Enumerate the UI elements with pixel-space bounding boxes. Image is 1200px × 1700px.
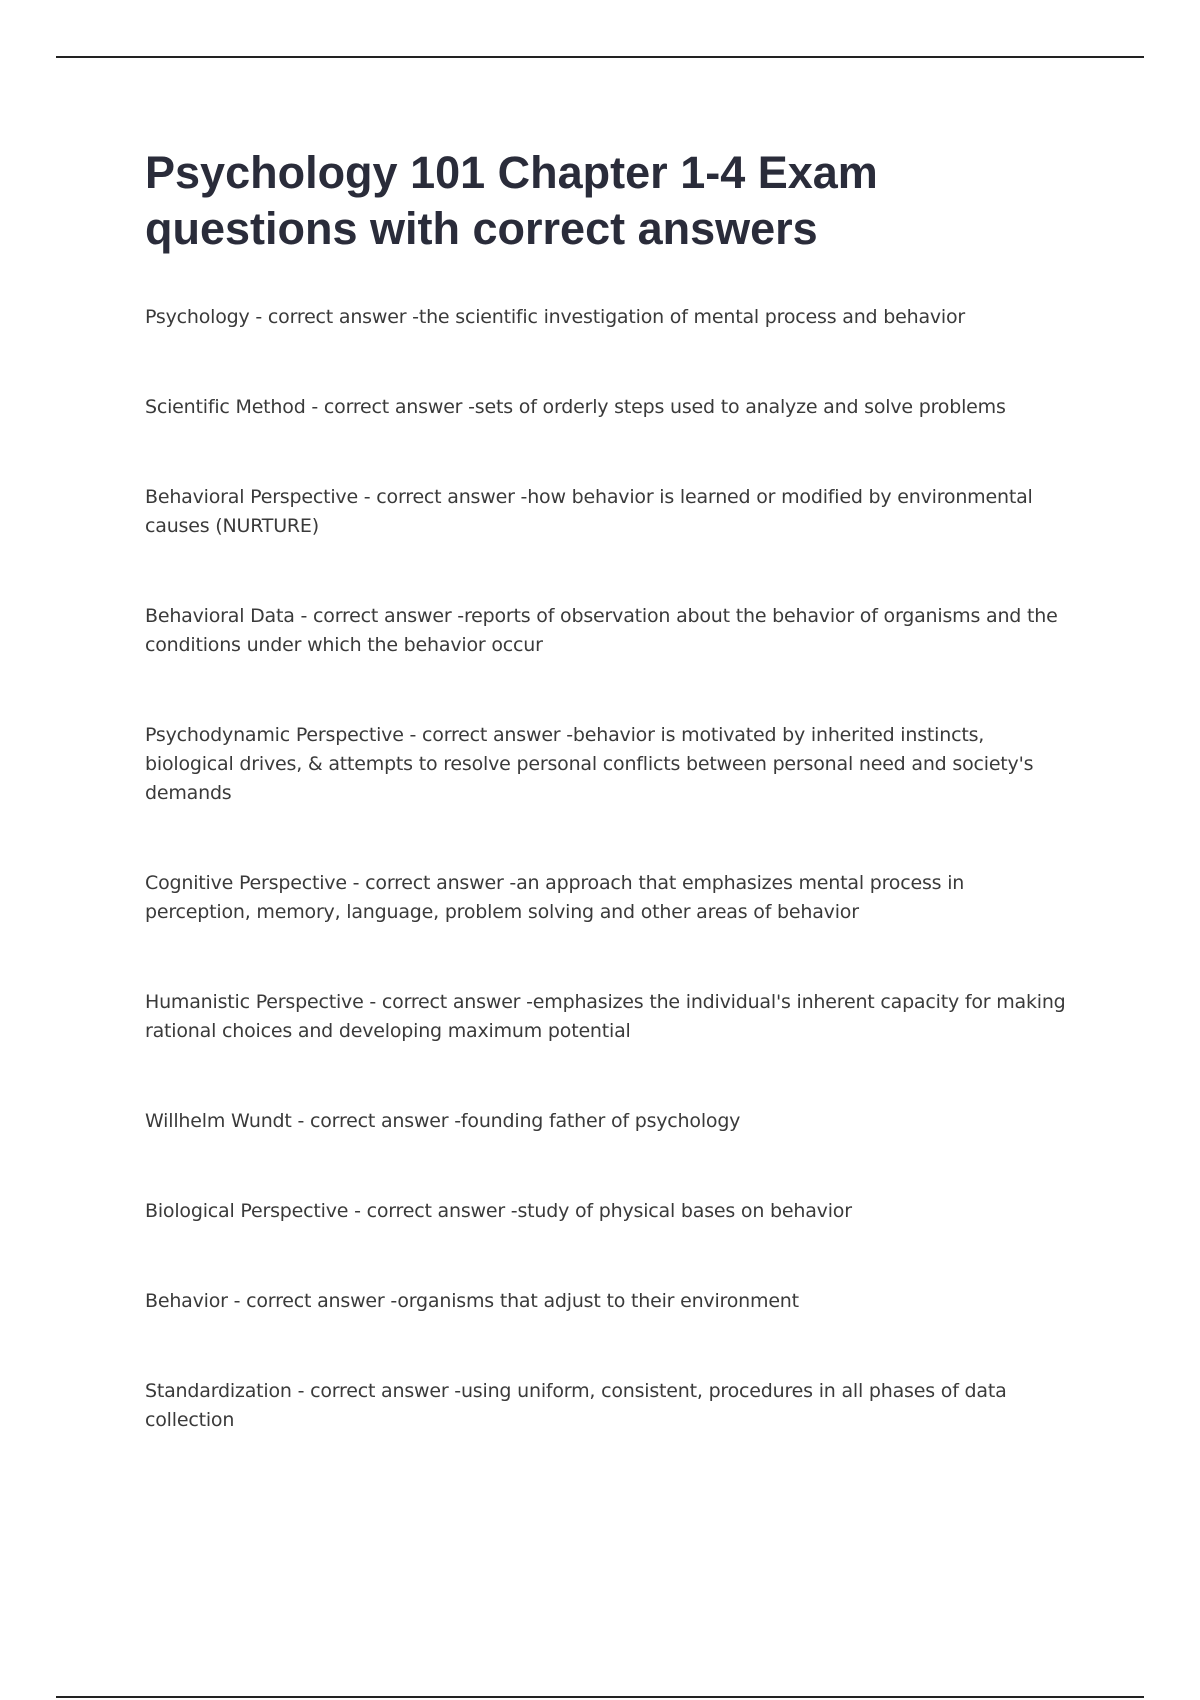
qa-term: Cognitive Perspective (145, 872, 347, 894)
qa-answer: study of physical bases on behavior (517, 1200, 852, 1222)
bottom-divider (56, 1696, 1144, 1698)
qa-answer: reports of observation about the behavior of organisms and the conditions under which the behavior occur (145, 605, 1058, 656)
qa-separator: - correct answer - (227, 1290, 398, 1312)
title-line-2: questions with correct answers (145, 203, 818, 254)
qa-answer: organisms that adjust to their environment (397, 1290, 799, 1312)
qa-separator: - correct answer - (346, 872, 517, 894)
qa-term: Humanistic Perspective (145, 991, 364, 1013)
qa-separator: - correct answer - (348, 1200, 518, 1222)
qa-term: Biological Perspective (145, 1200, 349, 1222)
qa-separator: - correct answer - (249, 306, 419, 328)
qa-answer: using uniform, consistent, procedures in all phases of data collection (145, 1380, 1007, 1431)
qa-list (145, 303, 1075, 1435)
qa-item-behavioral-perspective (145, 483, 1075, 541)
qa-term: Behavior (145, 1290, 228, 1312)
qa-item-scientific-method (145, 393, 1075, 422)
qa-separator: - correct answer - (357, 486, 528, 508)
qa-answer: an approach that emphasizes mental process in perception, memory, language, problem solving and other areas of behavior (145, 872, 965, 923)
title-line-1: Psychology 101 Chapter 1-4 Exam (145, 147, 878, 198)
qa-answer: founding father of psychology (460, 1110, 741, 1132)
qa-separator: - correct answer - (403, 724, 573, 746)
qa-answer: behavior is motivated by inherited instincts, biological drives, & attempts to resolve personal conflicts between personal need and society's demands (145, 724, 1034, 804)
qa-term: Behavioral Perspective (145, 486, 358, 508)
document-body (145, 145, 1075, 1496)
qa-answer: sets of orderly steps used to analyze and solve problems (474, 396, 1006, 418)
qa-item-psychodynamic-perspective (145, 721, 1075, 808)
qa-separator: - correct answer - (291, 1110, 461, 1132)
qa-separator: - correct answer - (305, 396, 475, 418)
qa-answer: the scientific investigation of mental process and behavior (418, 306, 966, 328)
qa-term: Psychology (145, 306, 250, 328)
qa-answer: emphasizes the individual's inherent capacity for making rational choices and developing maximum potential (145, 991, 1066, 1042)
qa-item-behavioral-data (145, 602, 1075, 660)
qa-item-biological-perspective (145, 1197, 1075, 1226)
qa-item-humanistic-perspective (145, 988, 1075, 1046)
qa-item-psychology (145, 303, 1075, 332)
qa-term: Standardization (145, 1380, 292, 1402)
qa-answer: how behavior is learned or modified by environmental causes (NURTURE) (145, 486, 1033, 537)
qa-term: Scientific Method (145, 396, 306, 418)
qa-term: Behavioral Data (145, 605, 295, 627)
top-divider (56, 56, 1144, 58)
qa-term: Psychodynamic Perspective (145, 724, 404, 746)
qa-term: Willhelm Wundt (145, 1110, 292, 1132)
qa-separator: - correct answer - (291, 1380, 461, 1402)
document-title (145, 145, 1075, 257)
qa-item-behavior (145, 1287, 1075, 1316)
qa-item-standardization (145, 1377, 1075, 1435)
qa-separator: - correct answer - (363, 991, 533, 1013)
qa-separator: - correct answer - (294, 605, 464, 627)
qa-item-willhelm-wundt (145, 1107, 1075, 1136)
qa-item-cognitive-perspective (145, 869, 1075, 927)
